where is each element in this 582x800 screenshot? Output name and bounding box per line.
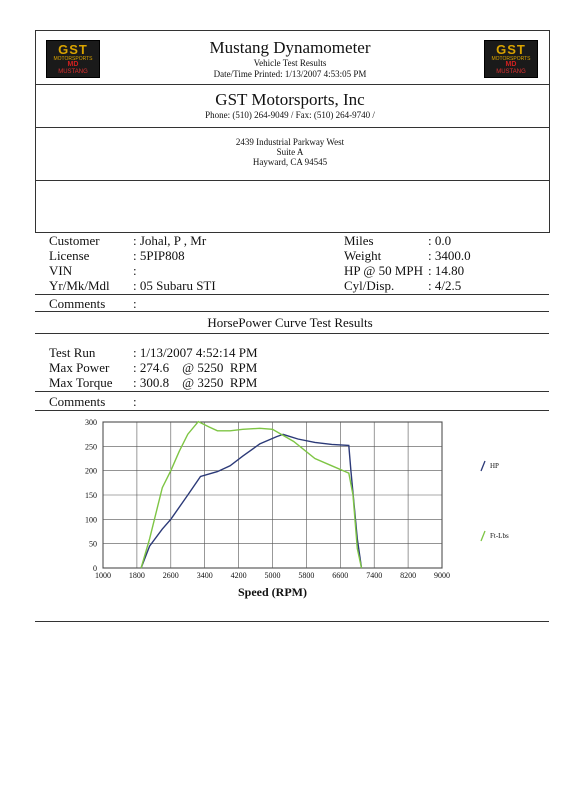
testrun-value: : 1/13/2007 4:52:14 PM (133, 345, 258, 360)
y-tick-label: 150 (85, 491, 97, 500)
report-title: Mustang Dynamometer (209, 38, 371, 57)
maxpower-label: Max Power (49, 360, 110, 375)
legend-label: Ft-Lbs (490, 532, 509, 540)
logo-text: MD (505, 61, 517, 68)
x-tick-label: 5800 (298, 571, 315, 580)
x-tick-label: 7400 (366, 571, 383, 580)
shop-phone: Phone: (510) 264-9049 / Fax: (510) 264-9740 / (205, 110, 375, 120)
legend-swatch (481, 461, 485, 471)
logo-text: GST (496, 42, 526, 57)
hp50-label: HP @ 50 MPH (344, 263, 424, 278)
y-tick-label: 200 (85, 466, 97, 476)
gst-logo-right (484, 40, 538, 78)
header-divider-1 (35, 84, 549, 85)
weight-value: : 3400.0 (428, 248, 471, 263)
x-tick-label: 5000 (264, 571, 281, 580)
x-tick-label: 8200 (400, 571, 417, 580)
vin-label: VIN (49, 263, 73, 278)
x-tick-label: 4200 (230, 571, 247, 580)
shop-address-line1: 2439 Industrial Parkway West (235, 137, 345, 147)
x-tick-label: 3400 (196, 571, 213, 580)
logo-text: MOTORSPORTS (491, 56, 531, 62)
maxpower-value: : 274.6 @ 5250 RPM (133, 360, 258, 375)
logo-text: MUSTANG (496, 69, 526, 75)
gst-logo-left (46, 40, 100, 78)
y-tick-label: 250 (85, 442, 97, 452)
section-title: HorsePower Curve Test Results (207, 315, 373, 330)
logo-text: MOTORSPORTS (53, 56, 93, 62)
logo-text: MUSTANG (58, 69, 88, 75)
cyl-value: : 4/2.5 (428, 278, 462, 293)
y-tick-label: 0 (93, 564, 97, 573)
shop-name: GST Motorsports, Inc (215, 90, 365, 109)
customer-label: Customer (49, 233, 100, 248)
logo-text: GST (58, 42, 88, 57)
miles-value: : 0.0 (428, 233, 452, 248)
miles-label: Miles (344, 233, 374, 248)
shop-address-line3: Hayward, CA 94545 (252, 157, 328, 167)
divider (35, 391, 549, 392)
header-divider-3 (35, 180, 549, 181)
customer-value: : Johal, P , Mr (133, 233, 207, 248)
x-axis-label: Speed (RPM) (238, 585, 307, 599)
header-divider-2 (35, 127, 549, 128)
comments-label: Comments (49, 296, 106, 311)
comments-label: Comments (49, 394, 106, 409)
x-tick-label: 2600 (162, 571, 179, 580)
license-value: : 5PIP808 (133, 248, 185, 263)
hp50-value: : 14.80 (428, 263, 465, 278)
comments-value: : (133, 394, 137, 409)
y-tick-label: 50 (89, 539, 97, 549)
ymm-value: : 05 Subaru STI (133, 278, 216, 293)
dyno-chart (0, 410, 582, 610)
comments-value: : (133, 296, 137, 311)
x-tick-label: 6600 (332, 571, 349, 580)
printed-timestamp: Date/Time Printed: 1/13/2007 4:53:05 PM (213, 69, 367, 79)
y-tick-label: 100 (85, 515, 97, 525)
legend-swatch (481, 531, 485, 541)
report-subtitle: Vehicle Test Results (253, 58, 327, 68)
license-label: License (49, 248, 90, 263)
x-tick-label: 1800 (128, 571, 145, 580)
divider (35, 294, 549, 295)
y-tick-label: 300 (85, 418, 97, 427)
divider (35, 621, 549, 622)
testrun-label: Test Run (49, 345, 96, 360)
x-tick-label: 1000 (95, 571, 111, 580)
ymm-label: Yr/Mk/Mdl (49, 278, 110, 293)
logo-text: MD (67, 61, 79, 68)
vin-value: : (133, 263, 137, 278)
weight-label: Weight (344, 248, 382, 263)
divider (35, 333, 549, 334)
x-tick-label: 9000 (434, 571, 450, 580)
maxtorque-label: Max Torque (49, 375, 113, 390)
maxtorque-value: : 300.8 @ 3250 RPM (133, 375, 258, 390)
shop-address-line2: Suite A (276, 147, 304, 157)
legend-label: HP (490, 462, 499, 470)
divider (35, 311, 549, 312)
cyl-label: Cyl/Disp. (344, 278, 395, 293)
